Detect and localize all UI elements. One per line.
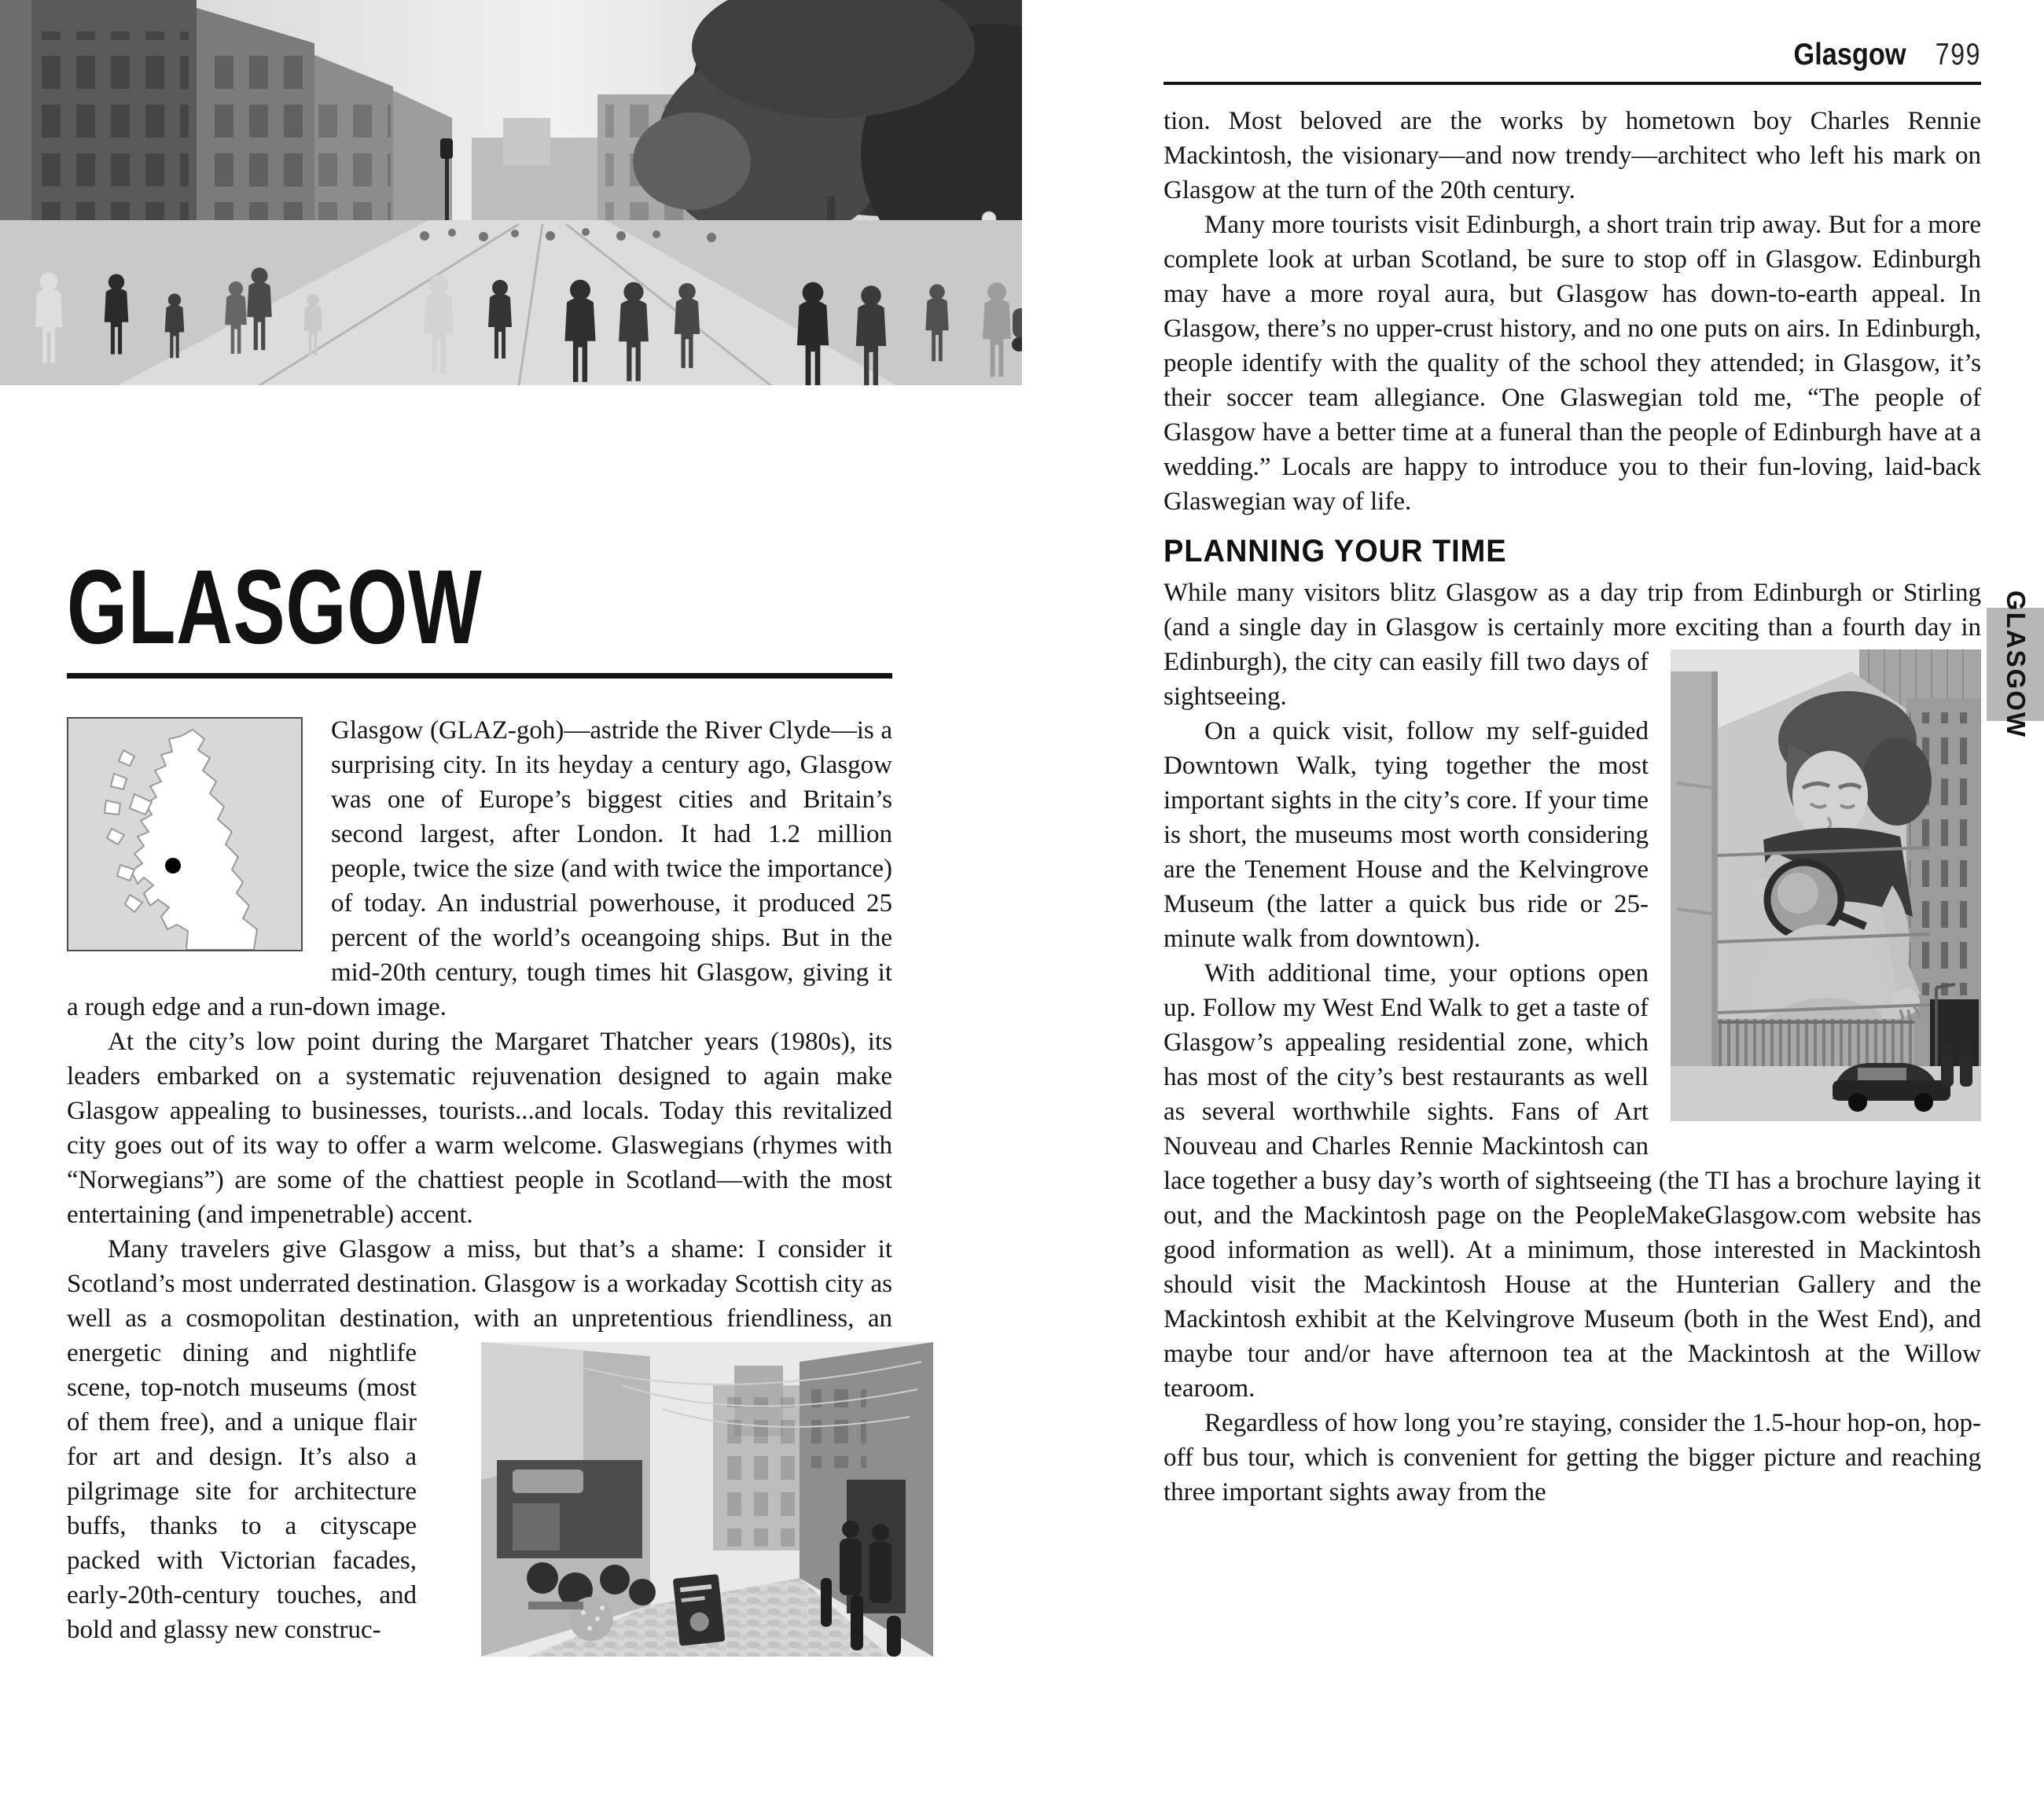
paragraph-underrated-part1: Many travelers give Glasgow a miss, but that’s a shame: I consider it Scotland’s most underrated destination. Glasgow is a workaday Scottish city as well as a cosmopolitan destination, with: [67, 1235, 892, 1333]
paragraph-quick-visit: On a quick visit, follow my self-guided Downtown Walk, tying together the most important sights in the city’s core. If your time is short, the museums most worth considering are the Tenement House and the Kelvingrove Museum (the latter a quick bus ride or 25-minute walk from downtown).: [1164, 717, 1649, 953]
running-header-title: Glasgow: [1793, 38, 1906, 72]
alley-photo: [440, 1342, 892, 1657]
mural-photo: [1671, 649, 1981, 1121]
left-page: [67, 549, 892, 1664]
scotland-map-illustration: [68, 719, 301, 950]
page-number: 799: [1935, 38, 1981, 72]
paragraph-underrated-part2: an unpretentious friendliness, an energetic dining and nightlife scene, top-notch museums (most of them free), and a unique flair for art and design. It’s also a pilgrimage site for architecture buffs, thanks to a cityscape packed with Victorian facades, early-20th-century touches, and bold and glassy new construc-: [67, 1304, 892, 1644]
intro-paragraph: [67, 713, 892, 1024]
paragraph-bus-tour: Regardless of how long you’re staying, consider the 1.5-hour hop-on, hop-off bus tour, which is convenient for getting the bigger picture and reaching three important sights away from the: [1164, 1409, 1981, 1506]
title-rule: [67, 673, 892, 679]
street-scene-illustration: [0, 0, 1022, 385]
paragraph-day-trip: [1164, 576, 1981, 714]
alley-photo-illustration: [481, 1342, 933, 1657]
section-heading-planning: PLANNING YOUR TIME: [1164, 534, 1507, 568]
right-page-body: [1164, 104, 1981, 1510]
right-page: [1164, 38, 1981, 1510]
running-header: [1164, 38, 1981, 72]
header-rule: [1164, 82, 1981, 85]
paragraph-additional-time: With additional time, your options open up. Follow my West End Walk to get a taste of Glasgow’s appealing residential zone, which has most of the city’s best restaurants as well as several worthwhile sights. Fans of Art Nouveau and Charles Rennie Mackintosh can lace together a busy day’s worth of sightseeing (the TI has a brochure laying it out, and the Mackintosh page on the PeopleMakeGlasgow.com website has good information as well). At a minimum, those interested in Mackintosh should visit the Mackintosh House at the Hunterian Gallery and the Mackintosh exhibit at the Kelvingrove Museum (both in the West End), and maybe tour and/or have afternoon tea at the Mackintosh at the Willow tearoom.: [1164, 959, 1981, 1403]
chapter-edge-tab-label: GLASGOW: [2001, 590, 2031, 739]
chapter-edge-tab: [1987, 590, 2044, 739]
paragraph-mackintosh-continuation: tion. Most beloved are the works by hometown boy Charles Rennie Mackintosh, the visionary—and now trendy—architect who left his mark on Glasgow at the turn of the 20th century.: [1164, 107, 1981, 204]
glasgow-dot-marker: [165, 858, 181, 874]
left-page-body: [67, 713, 892, 1647]
street-scene-photo: [0, 0, 1022, 385]
paragraph-day-trip-part2: than a fourth day in Edinburgh), the city can easily fill two days of sightseeing.: [1164, 613, 1981, 711]
mural-photo-illustration: [1671, 649, 1981, 1121]
chapter-title: GLASGOW: [67, 549, 483, 666]
paragraph-underrated: [67, 1232, 892, 1647]
paragraph-day-trip-part1: While many visitors blitz Glasgow as a day trip from Edinburgh or Stirling (and a single day in Glasgow is certainly more exciting: [1164, 579, 1981, 642]
paragraph-edinburgh-comparison: Many more tourists visit Edinburgh, a short train trip away. But for a more complete look at urban Scotland, be sure to stop off in Glasgow. Edinburgh may have a more royal aura, but Glasgow has down-to-earth appeal. In Glasgow, there’s no upper-crust history, and no one puts on airs. In Edinburgh, people identify with the quality of the school they attended; in Glasgow, it’s their soccer team allegiance. One Glaswegian told me, “The people of Glasgow have a better time at a funeral than the people of Edinburgh have at a wedding.” Locals are happy to introduce you to their fun-loving, laid-back Glaswegian way of life.: [1164, 211, 1981, 516]
intro-text: Glasgow (GLAZ-goh)—astride the River Clyde—is a surprising city. In its heyday a century ago, Glasgow was one of Europe’s biggest cities and Britain’s second largest, after London. It had 1.2 million people, twice the size (and with twice the importance) of today. An industrial powerhouse, it produced 25 percent of the world’s oceangoing ships. But in the mid-20th century, tough times hit Glasgow, giving it a rough edge and a run-down image.: [67, 716, 892, 1021]
scotland-locator-map: [67, 717, 303, 951]
paragraph-low-point: At the city’s low point during the Margaret Thatcher years (1980s), its leaders embarked on a systematic rejuvenation designed to again make Glasgow appealing to businesses, tourists...and locals. Today this revitalized city goes out of its way to offer a warm welcome. Glaswegians (rhymes with “Norwegians”) are some of the chattiest people in Scotland—with the most entertaining (and impenetrable) accent.: [67, 1028, 892, 1229]
